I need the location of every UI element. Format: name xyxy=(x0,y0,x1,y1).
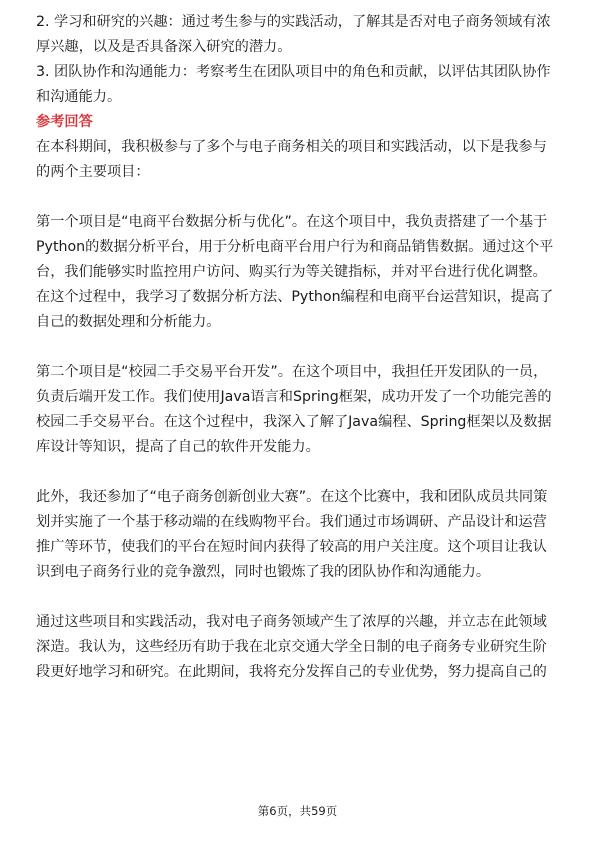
document-body xyxy=(36,10,558,685)
text-line: 通过这些项目和实践活动，我对电子商务领域产生了浓厚的兴趣，并立志在此领域 xyxy=(36,614,547,630)
paragraph-intro xyxy=(36,135,558,185)
text-line: 在这个过程中，我学习了数据分析方法、Python编程和电商平台运营知识，提高了 xyxy=(36,289,554,305)
text-line: 在本科期间，我积极参与了多个与电子商务相关的项目和实践活动，以下是我参与 xyxy=(36,139,547,155)
text-line: 和沟通能力。 xyxy=(36,89,122,105)
text-line: 划并实施了一个基于移动端的在线购物平台。我们通过市场调研、产品设计和运营 xyxy=(36,514,547,530)
paragraph-spacer xyxy=(36,185,558,210)
text-line: 此外，我还参加了“电子商务创新创业大赛”。在这个比赛中，我和团队成员共同策 xyxy=(36,489,548,505)
text-line: 厚兴趣，以及是否具备深入研究的潜力。 xyxy=(36,39,292,55)
paragraph-project-1 xyxy=(36,210,558,335)
text-line: 段更好地学习和研究。在此期间，我将充分发挥自己的专业优势，努力提高自己的 xyxy=(36,664,547,680)
text-line: Python的数据分析平台，用于分析电商平台用户行为和商品销售数据。通过这个平 xyxy=(36,239,554,255)
paragraph-competition xyxy=(36,485,558,585)
paragraph-spacer xyxy=(36,585,558,610)
text-line: 库设计等知识，提高了自己的软件开发能力。 xyxy=(36,439,320,455)
text-line: 第一个项目是“电商平台数据分析与优化”。在这个项目中，我负责搭建了一个基于 xyxy=(36,214,548,230)
text-line: 推广等环节，使我们的平台在短时间内获得了较高的用户关注度。这个项目让我认 xyxy=(36,539,547,555)
paragraph-spacer xyxy=(36,460,558,485)
text-line: 深造。我认为，这些经历有助于我在北京交通大学全日制的电子商务专业研究生阶 xyxy=(36,639,547,655)
list-item-3 xyxy=(36,60,558,110)
list-item-2 xyxy=(36,10,558,60)
text-line: 识到电子商务行业的竞争激烈，同时也锻炼了我的团队协作和沟通能力。 xyxy=(36,564,491,580)
text-line: 负责后端开发工作。我们使用Java语言和Spring框架，成功开发了一个功能完善的 xyxy=(36,389,552,405)
paragraph-spacer xyxy=(36,335,558,360)
paragraph-project-2 xyxy=(36,360,558,460)
text-line: 自己的数据处理和分析能力。 xyxy=(36,314,221,330)
text-line: 台，我们能够实时监控用户访问、购买行为等关键指标，并对平台进行优化调整。 xyxy=(36,264,547,280)
page-number: 第6页，共59页 xyxy=(257,804,338,818)
answer-heading: 参考回答 xyxy=(36,114,93,130)
text-line: 第二个项目是“校园二手交易平台开发”。在这个项目中，我担任开发团队的一员， xyxy=(36,364,548,380)
text-line: 的两个主要项目： xyxy=(36,164,150,180)
text-line: 校园二手交易平台。在这个过程中，我深入了解了Java编程、Spring框架以及数据 xyxy=(36,414,552,430)
page-footer xyxy=(0,803,595,819)
text-line: 2. 学习和研究的兴趣：通过考生参与的实践活动，了解其是否对电子商务领域有浓 xyxy=(36,14,551,30)
paragraph-conclusion xyxy=(36,610,558,685)
text-line: 3. 团队协作和沟通能力：考察考生在团队项目中的角色和贡献，以评估其团队协作 xyxy=(36,64,551,80)
